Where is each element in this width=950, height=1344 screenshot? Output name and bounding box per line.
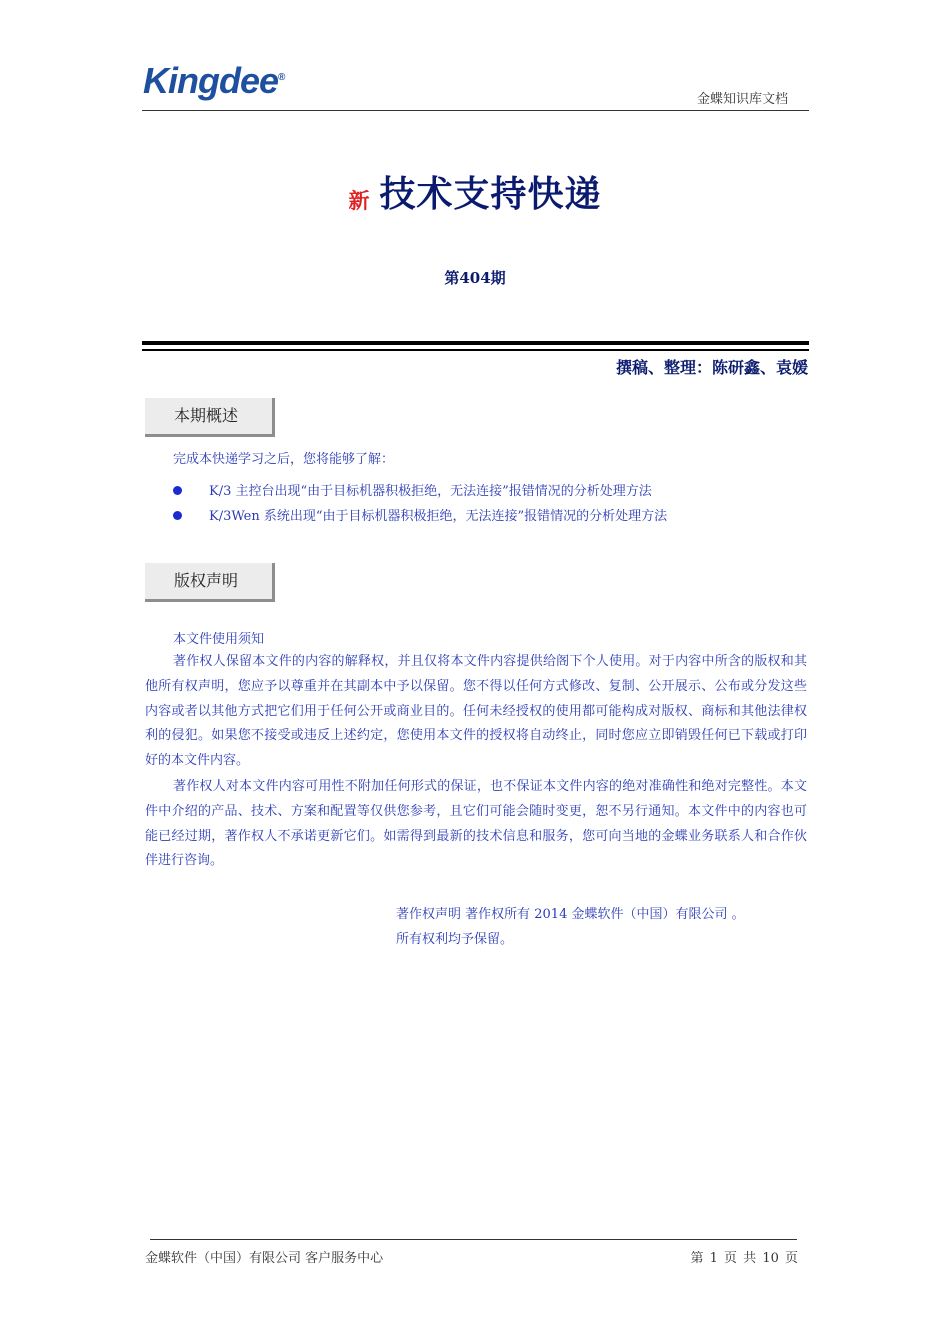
document-title [0,166,950,217]
issue-number: 第404期 [444,269,506,287]
bullet-dot-icon [173,511,182,520]
header-divider [142,110,809,111]
kingdee-logo [143,60,284,102]
footer-company: 金蝶软件（中国）有限公司 客户服务中心 [145,1251,384,1266]
overview-bullet-1 [173,480,652,499]
bullet-text: K/3Wen 系统出现“由于目标机器积极拒绝，无法连接”报错情况的分析处理方法 [209,509,668,524]
title-rule-thin [142,349,809,351]
copyright-paragraph-1: 著作权人保留本文件的内容的解释权，并且仅将本文件内容提供给阁下个人使用。对于内容中所含的版权和其他所有权声明，您应予以尊重并在其副本中予以保留。您不得以任何方式修改、复制、公开展示、公布或分发这些内容或者以其他方式把它们用于任何公开或商业目的。任何未经授权的使用都可能构成对版权、商标和其他法律权利的侵犯。如果您不接受或违反上述约定，您使用本文件的授权将自动终止，同时您应立即销毁任何已下载或打印好的本文件内容。 [145,654,807,769]
footer-page-number: 第 1 页 共 10 页 [690,1251,798,1266]
title-rule-thick [142,341,809,345]
footer-divider [150,1239,797,1240]
new-badge: 新 [348,188,370,213]
overview-heading: 本期概述 [145,398,275,437]
registered-mark: ® [278,72,285,83]
logo-text: Kingdee [143,60,279,101]
copyright-paragraph-2: 著作权人对本文件内容可用性不附加任何形式的保证，也不保证本文件内容的绝对准确性和绝对完整性。本文件中介绍的产品、技术、方案和配置等仅供您参考，且它们可能会随时变更，恕不另行通知。本文件中的内容也可能已经过期，著作权人不承诺更新它们。如需得到最新的技术信息和服务，您可向当地的金蝶业务联系人和合作伙伴进行咨询。 [145,779,807,869]
title-text: 技术支持快递 [379,174,602,215]
overview-intro: 完成本快递学习之后，您将能够了解： [173,452,395,467]
overview-bullet-2 [173,505,667,524]
bullet-text: K/3 主控台出现“由于目标机器积极拒绝，无法连接”报错情况的分析处理方法 [209,484,652,499]
header-doc-label: 金蝶知识库文档 [696,92,788,107]
copyright-notice-line-2: 所有权利均予保留。 [396,932,514,947]
copyright-notice-line-1: 著作权声明 著作权所有 2014 金蝶软件（中国）有限公司 。 [396,907,745,922]
authors-line: 撰稿、整理：陈研鑫、袁媛 [615,358,808,377]
copyright-heading: 版权声明 [145,563,275,602]
bullet-dot-icon [173,486,182,495]
copyright-subtitle: 本文件使用须知 [173,632,265,647]
